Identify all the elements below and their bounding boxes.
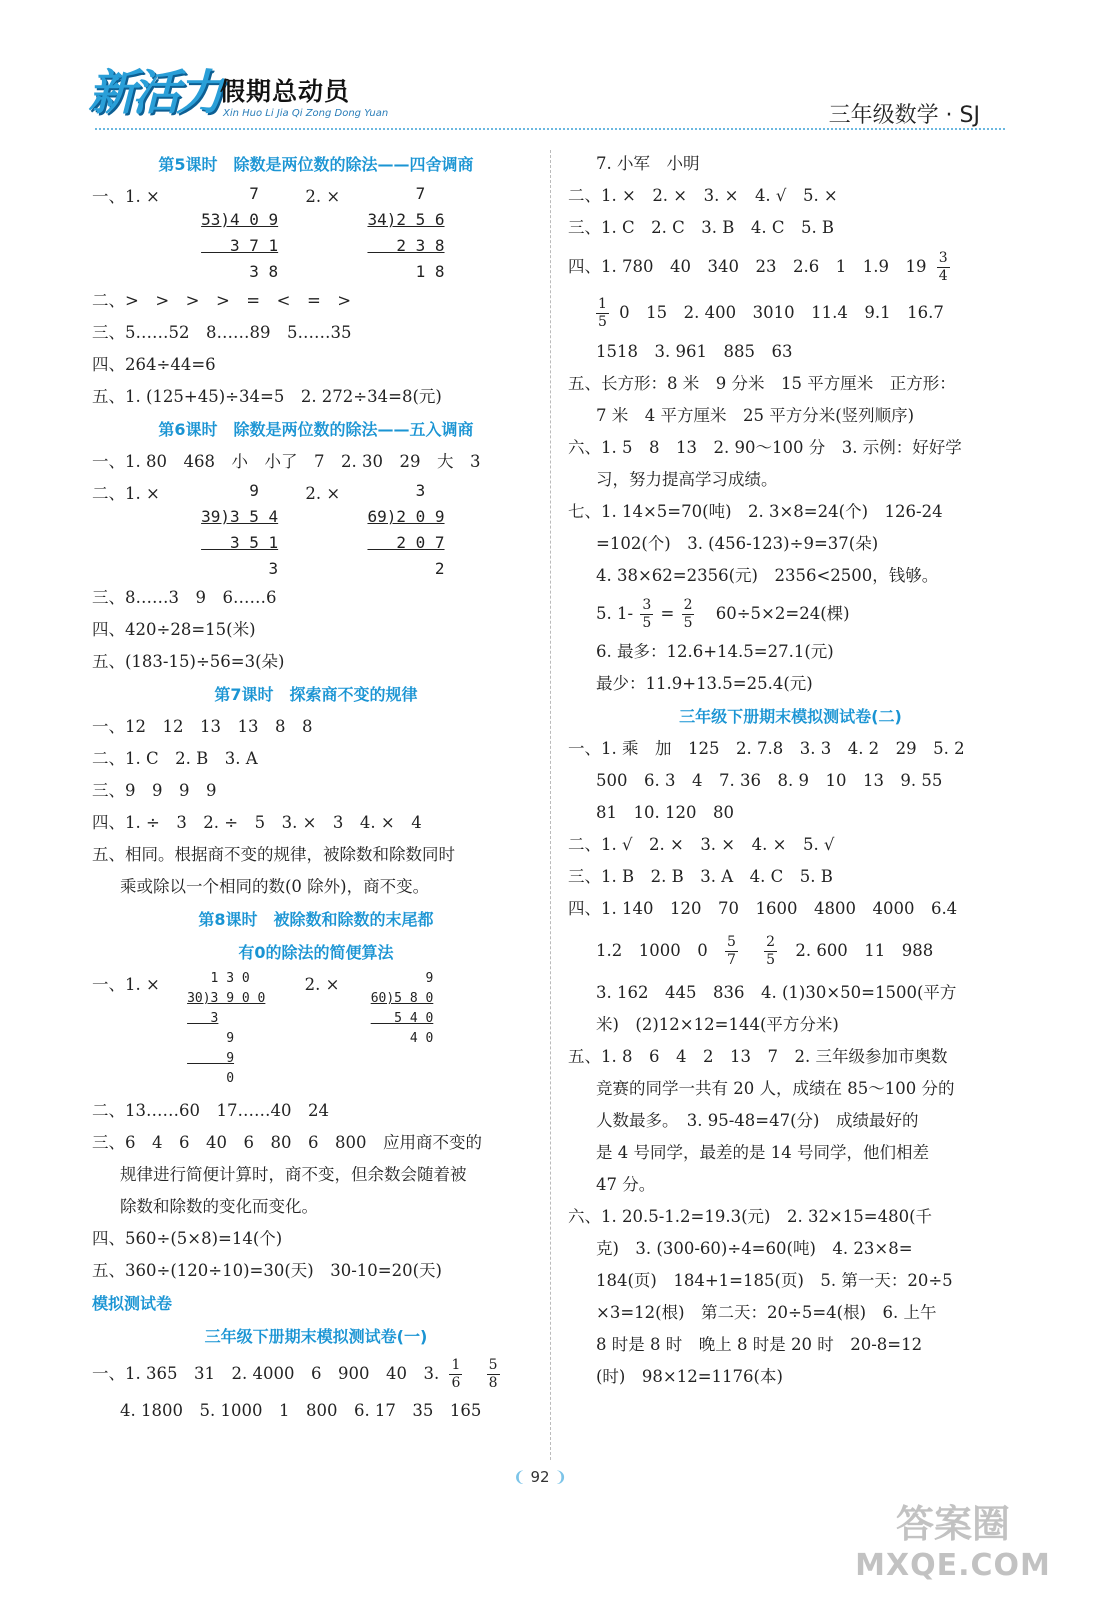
answer-line: 五、1. (125+45)÷34=5 2. 272÷34=8(元): [92, 387, 442, 406]
logo-main-text: 新活力: [88, 65, 221, 121]
ld-dividend: 53)4 0 9: [201, 210, 279, 229]
answer-line: 人数最多。 3. 95-48=47(分) 成绩最好的: [596, 1111, 919, 1130]
ld-quotient: 3: [367, 481, 426, 500]
long-division: [187, 969, 265, 1089]
answer-line: 8 时是 8 时 晚上 8 时是 20 时 20-8=12: [596, 1335, 923, 1354]
ld-dividend: 69)2 0 9: [367, 507, 445, 526]
ld-dividend: 30)3 9 0 0: [187, 991, 266, 1006]
ld-product: 2 3 8: [367, 236, 445, 255]
answer-line: [92, 969, 540, 1095]
answer-line: [92, 478, 540, 582]
answer-line: 4. 38×62=2356(元) 2356<2500，钱够。: [596, 566, 939, 585]
answer-line: 81 10. 120 80: [596, 803, 734, 822]
ld-product: 2 0 7: [367, 533, 445, 552]
answer-line: 1518 3. 961 885 63: [596, 342, 793, 361]
ld-remainder: 4 0: [370, 1031, 434, 1046]
denominator: 8: [488, 1375, 498, 1391]
long-division: [367, 478, 444, 582]
answer-line: 五、相同。根据商不变的规律，被除数和除数同时: [92, 845, 455, 864]
numerator: 2: [766, 934, 776, 950]
answer-text: 0 15 2. 400 3010 11.4 9.1 16.7: [619, 303, 944, 322]
section-heading: 模拟测试卷: [92, 1294, 173, 1313]
answer-line: =102(个) 3. (456-123)÷9=37(朵): [596, 534, 879, 553]
section-heading: 有0的除法的简便算法: [238, 943, 394, 962]
answer-text: 四、1. 780 40 340 23 2.6 1 1.9 19: [568, 257, 927, 276]
denominator: 5: [598, 314, 607, 330]
answer-text: 一、1. ×: [92, 975, 160, 994]
answer-line: 五、360÷(120÷10)=30(天) 30-10=20(天): [92, 1261, 442, 1280]
ld-quotient: 7: [201, 184, 259, 203]
answer-line: 三、1. B 2. B 3. A 4. C 5. B: [568, 867, 833, 886]
ld-product: 5 4 0: [370, 1011, 434, 1026]
ld-remainder: 3 8: [201, 262, 279, 281]
answer-text: 1.2 1000 0: [596, 941, 708, 960]
denominator: 5: [683, 615, 693, 631]
section-heading: 三年级下册期末模拟测试卷(一): [204, 1327, 428, 1346]
ld-quotient: 9: [370, 971, 434, 986]
ld-remainder: 0: [187, 1071, 235, 1086]
answer-text: =: [660, 604, 675, 623]
logo-sub-text: 假期总动员: [220, 77, 351, 106]
fraction: [682, 597, 695, 632]
answer-line: 四、264÷44=6: [92, 355, 216, 374]
answer-line: 三、8……3 9 6……6: [92, 588, 277, 607]
ld-dividend: 34)2 5 6: [367, 210, 445, 229]
answer-text: 一、1. ×: [92, 187, 160, 206]
answer-line: 除数和除数的变化而变化。: [120, 1197, 318, 1216]
answer-line: 500 6. 3 4 7. 36 8. 9 10 13 9. 55: [596, 771, 943, 790]
fraction: [449, 1357, 462, 1392]
answer-line: 一、12 12 13 13 8 8: [92, 717, 313, 736]
numerator: 2: [683, 597, 693, 613]
answer-line: 二、1. √ 2. × 3. × 4. × 5. √: [568, 835, 835, 854]
answer-line: 7. 小军 小明: [596, 154, 700, 173]
answer-line: [568, 290, 1013, 336]
long-division: [201, 478, 278, 582]
answer-line: 五、(183-15)÷56=3(朵): [92, 652, 285, 671]
numerator: 5: [726, 934, 736, 950]
ld-quotient: 1 3 0: [187, 971, 250, 986]
answer-line: 三、5……52 8……89 5……35: [92, 323, 352, 342]
fraction: [487, 1357, 500, 1392]
answer-line: 三、6 4 6 40 6 80 6 800 应用商不变的: [92, 1133, 482, 1152]
answer-line: 五、长方形：8 米 9 分米 15 平方厘米 正方形：: [568, 374, 956, 393]
answer-line: 六、1. 20.5-1.2=19.3(元) 2. 32×15=480(千: [568, 1207, 933, 1226]
page-number: [500, 1468, 580, 1486]
answer-text: 2. ×: [304, 975, 340, 994]
answer-text: 5. 1-: [596, 604, 634, 623]
answer-line: 习，努力提高学习成绩。: [596, 470, 778, 489]
column-divider: [550, 150, 551, 1460]
answer-line: 四、1. ÷ 3 2. ÷ 5 3. × 3 4. × 4: [92, 813, 422, 832]
answer-line: 米) (2)12×12=144(平方分米): [596, 1015, 839, 1034]
ld-remainder: 1 8: [367, 262, 445, 281]
answer-line: 五、1. 8 6 4 2 13 7 2. 三年级参加市奥数: [568, 1047, 948, 1066]
answer-line: 规律进行简便计算时，商不变，但余数会随着被: [120, 1165, 467, 1184]
answer-line: 7 米 4 平方厘米 25 平方分米(竖列顺序): [596, 406, 915, 425]
answer-line: 184(页) 184+1=185(页) 5. 第一天：20÷5: [596, 1271, 953, 1290]
answer-line: 克) 3. (300-60)÷4=60(吨) 4. 23×8=: [596, 1239, 913, 1258]
answer-line: 最少：11.9+13.5=25.4(元): [596, 674, 813, 693]
answer-line: 一、1. 乘 加 125 2. 7.8 3. 3 4. 2 29 5. 2: [568, 739, 965, 758]
ld-quotient: 7: [367, 184, 426, 203]
header-divider: [95, 128, 1005, 130]
denominator: 7: [726, 952, 736, 968]
answer-line: [568, 925, 1013, 977]
answer-line: 4. 1800 5. 1000 1 800 6. 17 35 165: [120, 1401, 482, 1420]
ld-quotient: 9: [201, 481, 259, 500]
answer-line: [92, 181, 540, 285]
answer-text: 2. 600 11 988: [795, 941, 934, 960]
section-heading: 第7课时 探索商不变的规律: [214, 685, 418, 704]
ld-product: 3 5 1: [201, 533, 279, 552]
left-column: [92, 148, 540, 1427]
fraction: [937, 250, 950, 285]
answer-line: 四、420÷28=15(米): [92, 620, 256, 639]
ld-step: 9: [187, 1051, 235, 1066]
answer-line: 六、1. 5 8 13 2. 90～100 分 3. 示例：好好学: [568, 438, 962, 457]
ld-product: 3: [187, 1011, 219, 1026]
answer-line: 四、560÷(5×8)=14(个): [92, 1229, 283, 1248]
answer-text: 60÷5×2=24(棵): [715, 604, 850, 623]
long-division: [371, 969, 434, 1049]
ld-remainder: 2: [367, 559, 445, 578]
answer-line: 二、1. C 2. B 3. A: [92, 749, 258, 768]
answer-line: 七、1. 14×5=70(吨) 2. 3×8=24(个) 126-24: [568, 502, 943, 521]
page-number-text: 92: [530, 1468, 550, 1486]
answer-line: 二、1. × 2. × 3. × 4. √ 5. ×: [568, 186, 838, 205]
answer-line: 三、1. C 2. C 3. B 4. C 5. B: [568, 218, 835, 237]
answer-line: [92, 1353, 540, 1395]
numerator: 1: [451, 1357, 461, 1373]
section-heading: 三年级下册期末模拟测试卷(二): [679, 707, 902, 726]
numerator: 3: [642, 597, 652, 613]
ld-step: 9: [187, 1031, 235, 1046]
denominator: 5: [642, 615, 652, 631]
answer-line: 竞赛的同学一共有 20 人，成绩在 85～100 分的: [596, 1079, 955, 1098]
watermark: [838, 1500, 1068, 1584]
answer-line: 二、13……60 17……40 24: [92, 1101, 329, 1120]
logo: [88, 52, 428, 132]
fraction: [725, 934, 738, 969]
right-column: [568, 148, 1013, 1393]
numerator: 1: [598, 296, 607, 312]
long-division: [201, 181, 278, 285]
denominator: 5: [766, 952, 776, 968]
numerator: 5: [488, 1357, 498, 1373]
answer-text: 2. ×: [305, 187, 341, 206]
fraction: [764, 934, 777, 969]
answer-text: 一、1. 365 31 2. 4000 6 900 40 3.: [92, 1364, 440, 1383]
answer-text: 二、1. ×: [92, 484, 160, 503]
ld-remainder: 3: [201, 559, 279, 578]
answer-line: (时) 98×12=1176(本): [596, 1367, 783, 1386]
logo-pinyin: Xin Huo Li Jia Qi Zong Dong Yuan: [223, 108, 389, 119]
section-heading: 第6课时 除数是两位数的除法——五入调商: [158, 420, 474, 439]
answer-line: 二、> > > > = < = >: [92, 291, 352, 310]
answer-line: 3. 162 445 836 4. (1)30×50=1500(平方: [596, 983, 957, 1002]
answer-line: 是 4 号同学，最差的是 14 号同学，他们相差: [596, 1143, 929, 1162]
answer-line: 6. 最多：12.6+14.5=27.1(元): [596, 642, 834, 661]
answer-line: 47 分。: [596, 1175, 656, 1194]
section-heading: 第8课时 被除数和除数的末尾都: [198, 910, 434, 929]
fraction: [596, 296, 609, 331]
denominator: 6: [451, 1375, 461, 1391]
answer-line: 一、1. 80 468 小 小了 7 2. 30 29 大 3: [92, 452, 481, 471]
grade-label: 三年级数学 · SJ: [828, 103, 980, 128]
ld-dividend: 39)3 5 4: [201, 507, 279, 526]
numerator: 3: [938, 250, 948, 266]
answer-line: ×3=12(根) 第二天：20÷5=4(根) 6. 上午: [596, 1303, 937, 1322]
denominator: 4: [938, 268, 948, 284]
swirl-right-icon: ❩: [554, 1468, 567, 1486]
long-division: [367, 181, 444, 285]
section-heading: 第5课时 除数是两位数的除法——四舍调商: [158, 155, 474, 174]
answer-line: [568, 244, 1013, 290]
answer-text: 2. ×: [305, 484, 341, 503]
answer-line: 三、9 9 9 9: [92, 781, 217, 800]
answer-line: 四、1. 140 120 70 1600 4800 4000 6.4: [568, 899, 958, 918]
answer-line: [568, 592, 1013, 636]
swirl-left-icon: ❨: [513, 1468, 526, 1486]
answer-line: 乘或除以一个相同的数(0 除外)，商不变。: [120, 877, 430, 896]
ld-product: 3 7 1: [201, 236, 279, 255]
watermark-cn: 答案圈: [895, 1502, 1010, 1546]
fraction: [640, 597, 653, 632]
watermark-en: MXQE.COM: [855, 1548, 1051, 1583]
ld-dividend: 60)5 8 0: [370, 991, 434, 1006]
